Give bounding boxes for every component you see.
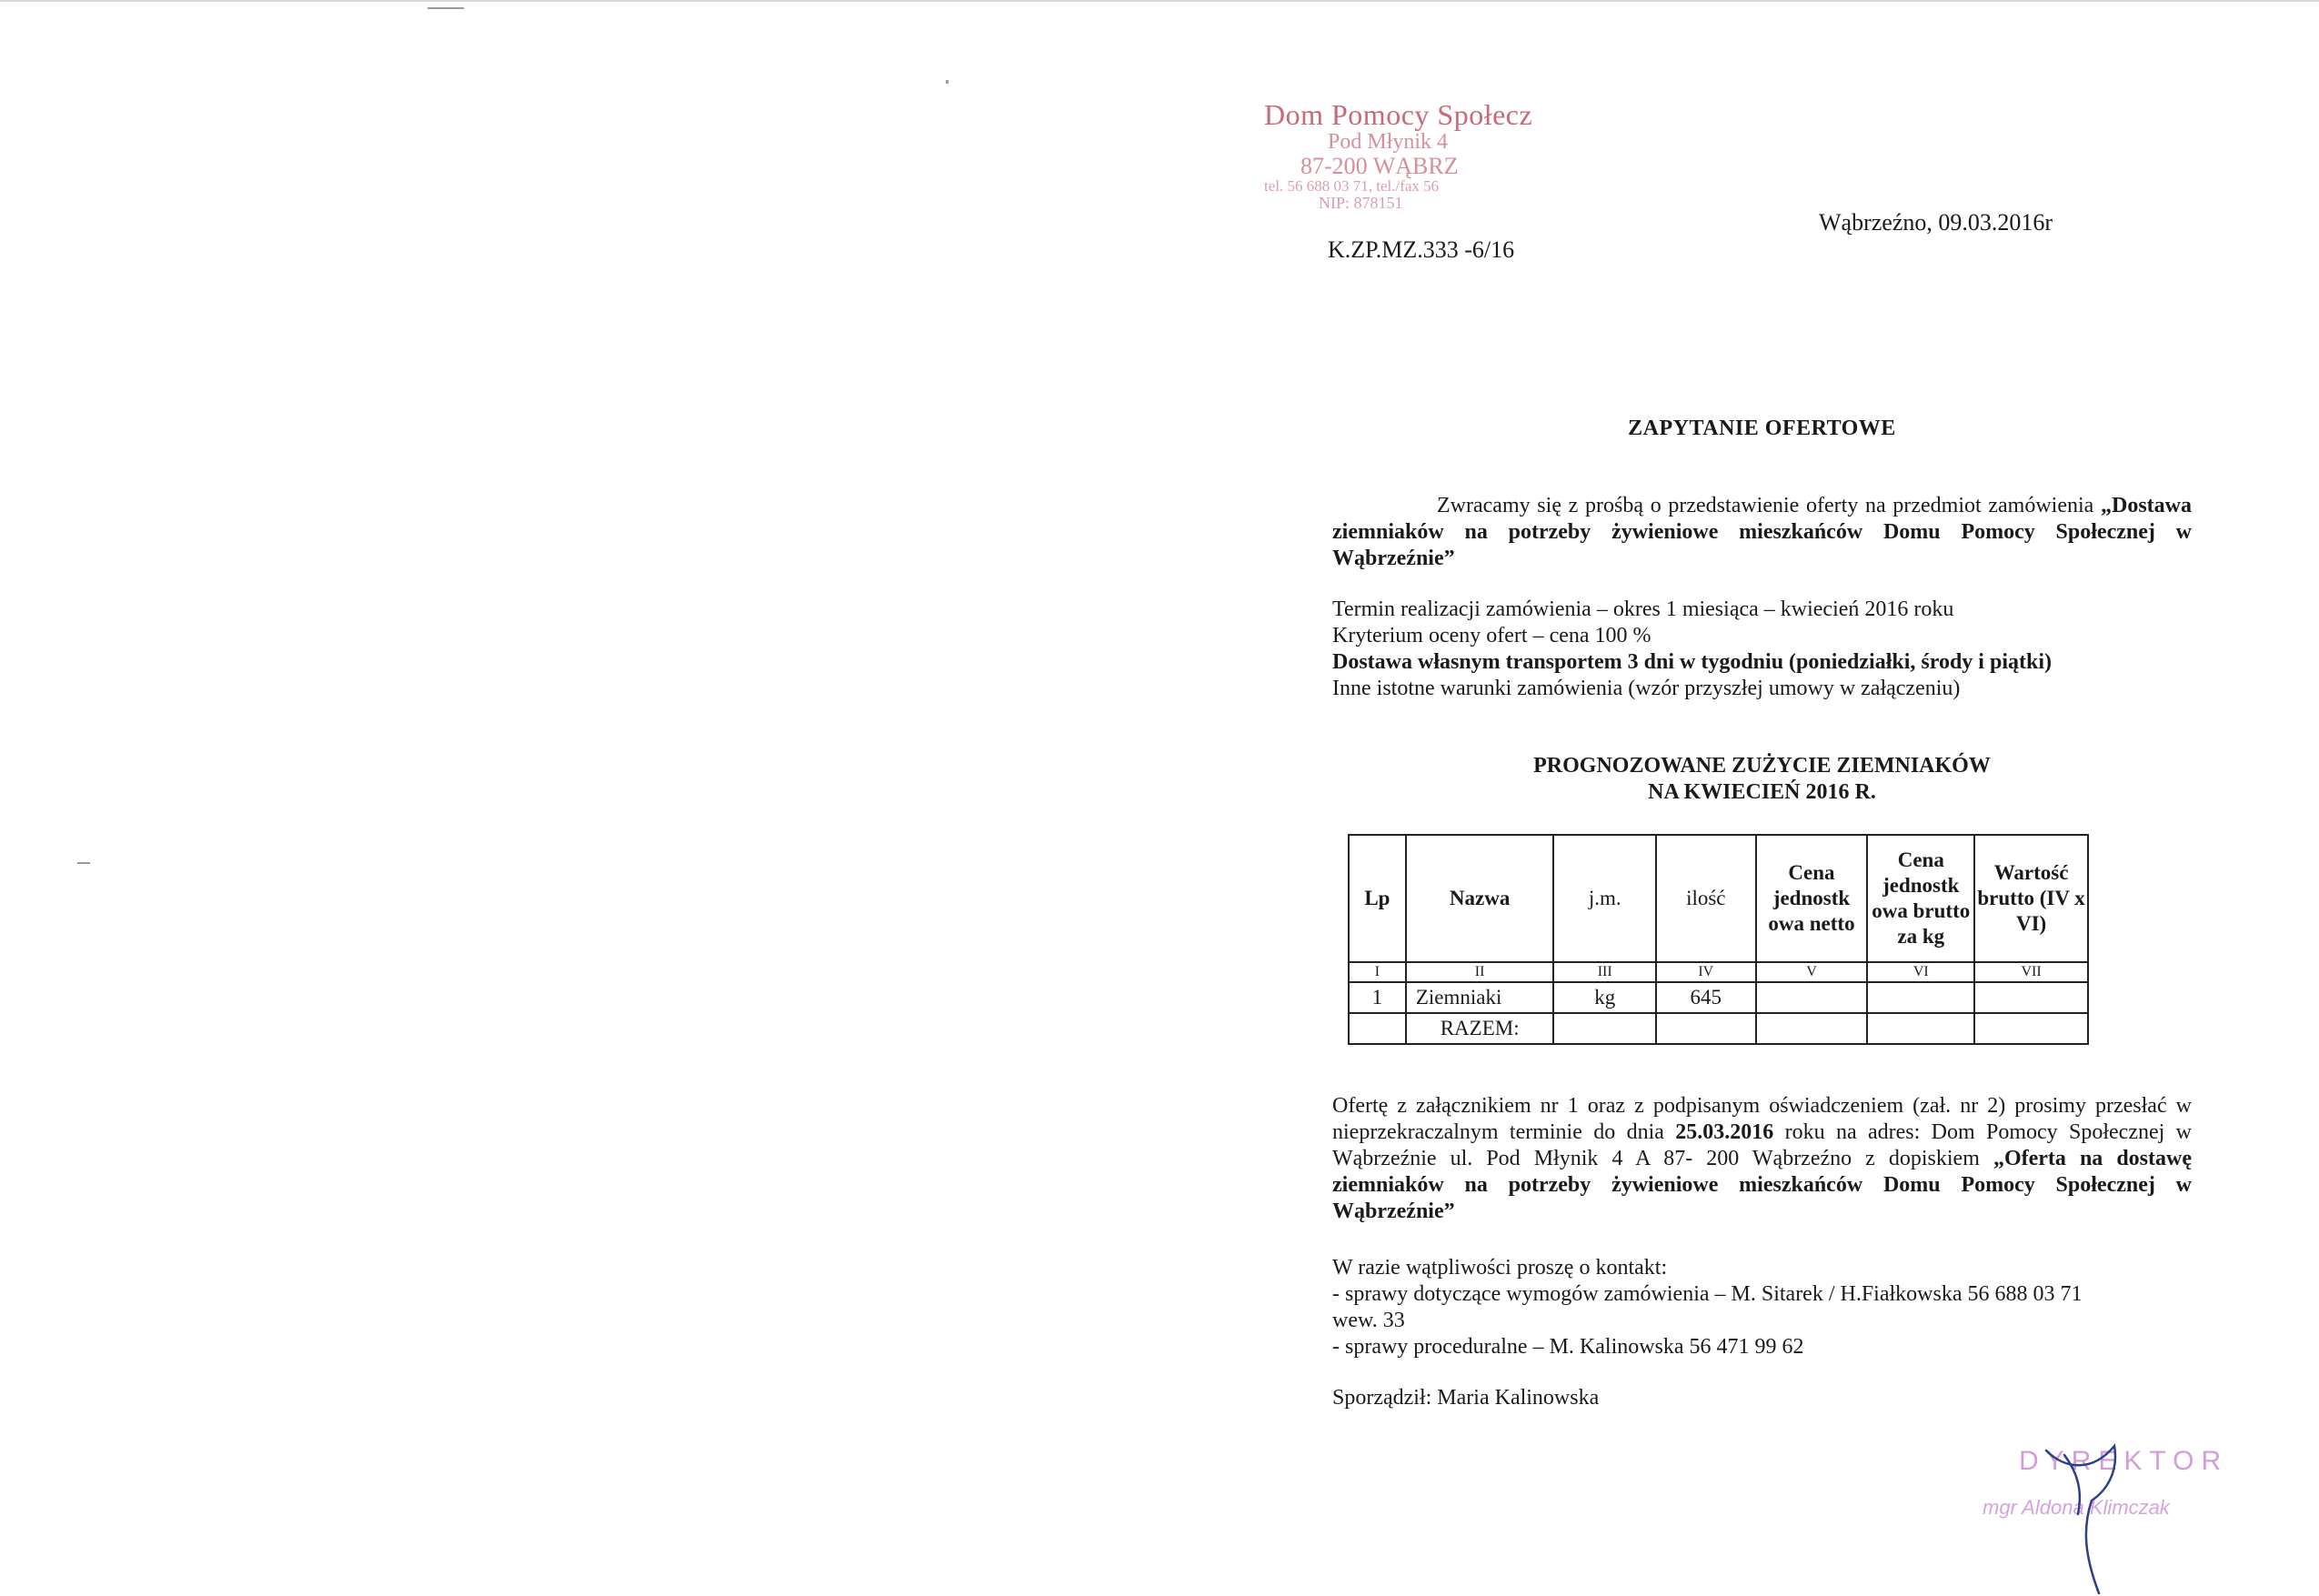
scan-edge bbox=[0, 0, 2319, 2]
numbering-cell: V bbox=[1756, 962, 1868, 982]
submission-text: roku na adres: Dom Pomocy Społecznej w Wąbrzeźnie ul. Pod Młynik 4 A 87- 200 Wąbrzeźno z dopiskiem bbox=[1332, 1120, 2192, 1170]
terms-block bbox=[1332, 597, 2192, 702]
header-cell: ilość bbox=[1656, 835, 1756, 962]
contact-line: - sprawy proceduralne – M. Kalinowska 56 471 99 62 bbox=[1332, 1335, 1804, 1359]
director-stamp-title: DYREKTOR bbox=[2019, 1446, 2229, 1476]
header-cell: Cena jednostk owa brutto za kg bbox=[1867, 835, 1974, 962]
city-date: Wąbrzeźno, 09.03.2016r bbox=[1819, 209, 2053, 236]
table-cell bbox=[1553, 1013, 1656, 1044]
contact-block bbox=[1332, 1255, 2192, 1360]
header-cell: Wartość brutto (IV x VI) bbox=[1974, 835, 2088, 962]
director-stamp-name: mgr Aldona Klimczak bbox=[1983, 1496, 2170, 1519]
numbering-cell: VII bbox=[1974, 962, 2088, 982]
scan-dot bbox=[946, 80, 949, 84]
submission-paragraph bbox=[1332, 1093, 2192, 1225]
table-cell: 645 bbox=[1656, 982, 1756, 1013]
deadline-date: 25.03.2016 bbox=[1675, 1120, 1774, 1144]
table-cell: Ziemniaki bbox=[1406, 982, 1554, 1013]
contact-line: - sprawy dotyczące wymogów zamówienia – M. Sitarek / H.Fiałkowska 56 688 03 71 bbox=[1332, 1282, 2083, 1306]
table-cell bbox=[1756, 1013, 1868, 1044]
stamp-line: NIP: 878151 bbox=[1319, 193, 1403, 212]
stamp-line: tel. 56 688 03 71, tel./fax 56 bbox=[1264, 177, 1440, 196]
total-label: RAZEM: bbox=[1406, 1013, 1554, 1044]
numbering-cell: IV bbox=[1656, 962, 1756, 982]
term-line: Kryterium oceny ofert – cena 100 % bbox=[1332, 624, 1651, 647]
term-line: Inne istotne warunki zamówienia (wzór przyszłej umowy w załączeniu) bbox=[1332, 677, 1961, 700]
table-cell: kg bbox=[1553, 982, 1656, 1013]
table-cell bbox=[1974, 982, 2088, 1013]
intro-text: Zwracamy się z prośbą o przedstawienie oferty na przedmiot zamówienia bbox=[1437, 494, 2094, 517]
table-cell: 1 bbox=[1349, 982, 1406, 1013]
handwritten-signature bbox=[2028, 1437, 2155, 1596]
table-cell bbox=[1349, 1013, 1406, 1044]
scan-mark bbox=[427, 7, 464, 9]
term-line: Termin realizacji zamówienia – okres 1 miesiąca – kwiecień 2016 roku bbox=[1332, 597, 1954, 621]
contact-line: wew. 33 bbox=[1332, 1309, 1405, 1332]
document-title: ZAPYTANIE OFERTOWE bbox=[1628, 417, 1896, 440]
table-cell bbox=[1974, 1013, 2088, 1044]
institution-stamp bbox=[1264, 100, 1537, 212]
table-cell bbox=[1756, 982, 1868, 1013]
table-cell bbox=[1656, 1013, 1756, 1044]
numbering-cell: III bbox=[1553, 962, 1656, 982]
numbering-cell: I bbox=[1349, 962, 1406, 982]
table-numbering-row bbox=[1349, 962, 2088, 982]
header-cell: Nazwa bbox=[1406, 835, 1554, 962]
order-subject: „Dostawa ziemniaków na potrzeby żywieniowe mieszkańców Domu Pomocy Społecznej w Wąbrzeźnie” bbox=[1332, 494, 2192, 570]
numbering-cell: VI bbox=[1867, 962, 1974, 982]
stamp-line: Dom Pomocy Społecz bbox=[1264, 98, 1533, 131]
table-header-row bbox=[1349, 835, 2088, 962]
header-cell: Cena jednostk owa netto bbox=[1756, 835, 1868, 962]
header-cell: j.m. bbox=[1553, 835, 1656, 962]
submission-text: Ofertę z załącznikiem nr 1 oraz z podpisanym oświadczeniem (zał. nr 2) prosimy przesłać w nieprzekraczalnym terminie do dnia bbox=[1332, 1094, 2192, 1144]
term-line: Dostawa własnym transportem 3 dni w tygodniu (poniedziałki, środy i piątki) bbox=[1332, 650, 2052, 674]
scan-mark bbox=[77, 862, 90, 864]
table-cell bbox=[1867, 982, 1974, 1013]
reference-number: K.ZP.MZ.333 -6/16 bbox=[1328, 236, 1515, 263]
prepared-by: Sporządził: Maria Kalinowska bbox=[1332, 1386, 1600, 1410]
table-title-line: NA KWIECIEŃ 2016 R. bbox=[1648, 780, 1876, 804]
envelope-label: „Oferta na dostawę ziemniaków na potrzeby żywieniowe mieszkańców Domu Pomocy Społecznej w Wąbrzeźnie” bbox=[1332, 1147, 2192, 1223]
header-cell: Lp bbox=[1349, 835, 1406, 962]
table-total-row bbox=[1349, 1013, 2088, 1044]
stamp-line: Pod Młynik 4 bbox=[1328, 129, 1449, 154]
contact-line: W razie wątpliwości proszę o kontakt: bbox=[1332, 1256, 1668, 1280]
table-cell bbox=[1867, 1013, 1974, 1044]
table-title-line: PROGNOZOWANE ZUŻYCIE ZIEMNIAKÓW bbox=[1533, 754, 1991, 778]
numbering-cell: II bbox=[1406, 962, 1554, 982]
forecast-table bbox=[1348, 834, 2089, 1045]
intro-paragraph bbox=[1332, 493, 2192, 572]
stamp-line: 87-200 WĄBRZ bbox=[1300, 152, 1459, 179]
table-row bbox=[1349, 982, 2088, 1013]
table-title bbox=[1332, 753, 2192, 806]
